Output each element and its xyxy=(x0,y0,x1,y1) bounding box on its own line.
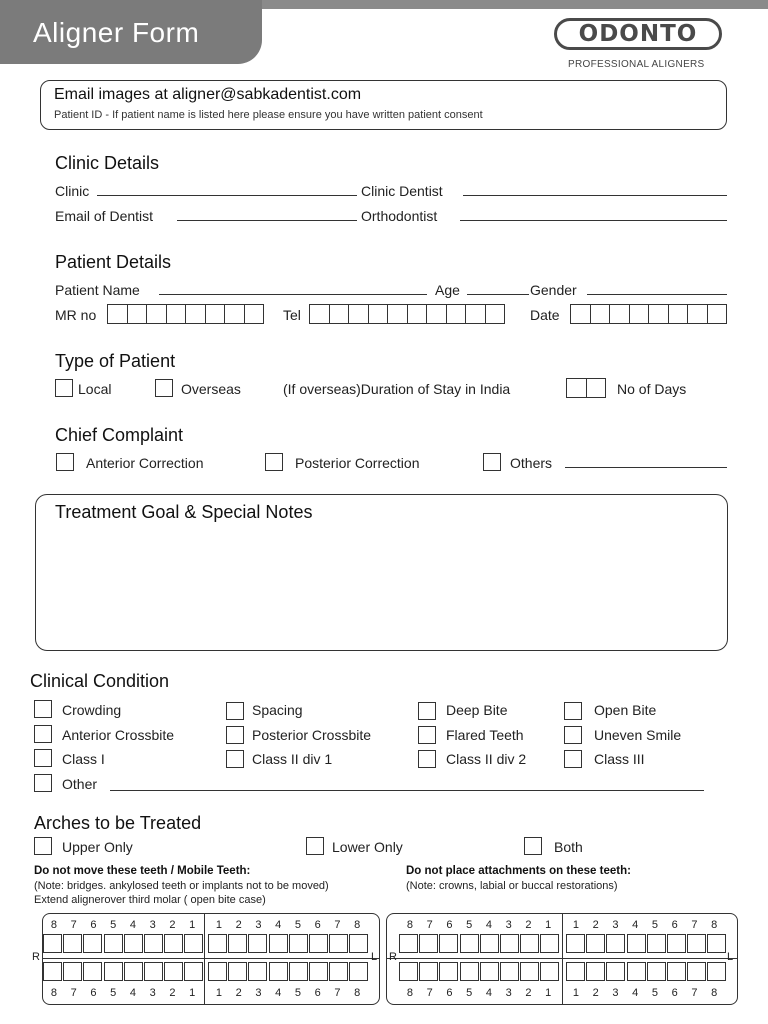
tooth-number: 4 xyxy=(632,919,639,931)
others-field[interactable] xyxy=(565,467,727,468)
digit-box[interactable] xyxy=(186,305,206,323)
tooth-box[interactable] xyxy=(269,962,288,981)
tooth-box[interactable] xyxy=(329,962,348,981)
tooth-number: 1 xyxy=(572,987,579,999)
digit-box[interactable] xyxy=(330,305,350,323)
tooth-box[interactable] xyxy=(419,962,438,981)
tooth-box[interactable] xyxy=(309,962,328,981)
class-iii-checkbox[interactable] xyxy=(564,750,582,768)
digit-box[interactable] xyxy=(591,305,611,323)
digit-box[interactable] xyxy=(206,305,226,323)
gender-field[interactable] xyxy=(587,294,727,295)
tooth-number: 5 xyxy=(294,987,301,999)
tooth-box[interactable] xyxy=(104,962,123,981)
local-checkbox[interactable] xyxy=(55,379,73,397)
tooth-number: 6 xyxy=(90,919,97,931)
tooth-box[interactable] xyxy=(144,962,163,981)
tel-label: Tel xyxy=(283,307,301,323)
digit-box[interactable] xyxy=(369,305,389,323)
tooth-box[interactable] xyxy=(43,962,62,981)
lower-right-numbers xyxy=(44,987,202,999)
upper-right-boxes[interactable] xyxy=(43,934,205,953)
clinic-field[interactable] xyxy=(97,195,357,196)
digit-box[interactable] xyxy=(427,305,447,323)
digit-box[interactable] xyxy=(349,305,369,323)
tooth-number: 4 xyxy=(129,987,136,999)
chart2-occlusal-line xyxy=(386,958,738,959)
patient-name-field[interactable] xyxy=(159,294,427,295)
upper-right-numbers xyxy=(44,919,202,931)
tooth-box[interactable] xyxy=(43,934,62,953)
tooth-number: 6 xyxy=(446,919,453,931)
posterior-crossbite-checkbox[interactable] xyxy=(226,726,244,744)
tooth-box[interactable] xyxy=(63,962,82,981)
mr-no-boxes[interactable] xyxy=(107,304,264,324)
tooth-box[interactable] xyxy=(248,934,267,953)
form-title: Aligner Form xyxy=(33,17,200,48)
digit-box[interactable] xyxy=(610,305,630,323)
class-i-label: Class I xyxy=(62,751,105,767)
anterior-correction-checkbox[interactable] xyxy=(56,453,74,471)
tooth-box[interactable] xyxy=(480,934,499,953)
posterior-correction-checkbox[interactable] xyxy=(265,453,283,471)
posterior-crossbite-label: Posterior Crossbite xyxy=(252,727,372,743)
tooth-box[interactable] xyxy=(586,962,605,981)
tooth-number: 4 xyxy=(129,919,136,931)
patient-name-label: Patient Name xyxy=(55,282,140,298)
tooth-number: 6 xyxy=(446,987,453,999)
chart-midline xyxy=(204,913,205,1005)
age-field[interactable] xyxy=(467,294,529,295)
chart2-upper-left-numbers xyxy=(566,919,724,931)
anterior-crossbite-label: Anterior Crossbite xyxy=(62,727,175,743)
digit-box[interactable] xyxy=(708,305,727,323)
tooth-box[interactable] xyxy=(439,962,458,981)
clinic-dentist-field[interactable] xyxy=(463,195,727,196)
tooth-box[interactable] xyxy=(228,962,247,981)
tooth-number: 7 xyxy=(426,919,433,931)
chart2-upper-left-boxes[interactable] xyxy=(566,934,728,953)
upper-only-label: Upper Only xyxy=(62,839,133,855)
tooth-box[interactable] xyxy=(399,962,418,981)
uneven-smile-label: Uneven Smile xyxy=(594,727,682,743)
uneven-smile-checkbox[interactable] xyxy=(564,726,582,744)
tooth-number: 6 xyxy=(671,987,678,999)
other-condition-field[interactable] xyxy=(110,790,704,791)
tooth-number: 6 xyxy=(314,987,321,999)
tooth-number: 2 xyxy=(169,919,176,931)
tooth-box[interactable] xyxy=(460,962,479,981)
tooth-box[interactable] xyxy=(419,934,438,953)
tooth-box[interactable] xyxy=(480,962,499,981)
tooth-number: 1 xyxy=(545,987,552,999)
deep-bite-checkbox[interactable] xyxy=(418,702,436,720)
orthodontist-field[interactable] xyxy=(460,220,727,221)
tooth-number: 7 xyxy=(70,987,77,999)
tooth-number: 4 xyxy=(485,987,492,999)
lower-only-checkbox[interactable] xyxy=(306,837,324,855)
tooth-box[interactable] xyxy=(184,934,203,953)
digit-box[interactable] xyxy=(466,305,486,323)
lower-left-boxes[interactable] xyxy=(208,962,370,981)
age-label: Age xyxy=(435,282,460,298)
chart2-midline xyxy=(562,913,563,1005)
tooth-box[interactable] xyxy=(606,962,625,981)
tooth-box[interactable] xyxy=(208,962,227,981)
tooth-box[interactable] xyxy=(500,934,519,953)
class-ii-div1-label: Class II div 1 xyxy=(252,751,333,767)
tooth-box[interactable] xyxy=(349,962,368,981)
lower-right-boxes[interactable] xyxy=(43,962,205,981)
class-ii-div2-label: Class II div 2 xyxy=(446,751,527,767)
tooth-box[interactable] xyxy=(83,934,102,953)
tooth-number: 2 xyxy=(525,987,532,999)
tooth-number: 3 xyxy=(612,919,619,931)
duration-label: (If overseas)Duration of Stay in India xyxy=(283,381,511,397)
do-not-attach-title: Do not place attachments on these teeth: xyxy=(406,865,631,877)
digit-box[interactable] xyxy=(388,305,408,323)
tooth-number: 5 xyxy=(294,919,301,931)
tooth-box[interactable] xyxy=(627,934,646,953)
tooth-box[interactable] xyxy=(184,962,203,981)
digit-box[interactable] xyxy=(688,305,708,323)
do-not-move-note: (Note: bridges. ankylosed teeth or implants not to be moved) xyxy=(34,880,329,892)
tooth-number: 7 xyxy=(334,919,341,931)
tooth-number: 3 xyxy=(255,987,262,999)
clinic-details-heading: Clinic Details xyxy=(55,153,160,173)
tooth-box[interactable] xyxy=(707,934,726,953)
chart2-lower-right-boxes[interactable] xyxy=(399,962,561,981)
tooth-number: 7 xyxy=(691,919,698,931)
clinical-condition-heading: Clinical Condition xyxy=(30,671,170,691)
tooth-box[interactable] xyxy=(228,934,247,953)
tooth-number: 3 xyxy=(149,987,156,999)
digit-box[interactable] xyxy=(128,305,148,323)
tooth-number: 8 xyxy=(50,987,57,999)
tooth-number: 4 xyxy=(485,919,492,931)
tooth-number: 8 xyxy=(354,919,361,931)
tooth-box[interactable] xyxy=(667,934,686,953)
chart2-upper-right-numbers xyxy=(400,919,558,931)
overseas-label: Overseas xyxy=(181,381,241,397)
extend-aligner-note: Extend alignerover third molar ( open bite case) xyxy=(34,894,266,906)
tooth-box[interactable] xyxy=(647,962,666,981)
tooth-box[interactable] xyxy=(627,962,646,981)
digit-box[interactable] xyxy=(245,305,264,323)
tooth-number: 1 xyxy=(215,987,222,999)
tooth-number: 8 xyxy=(711,919,718,931)
upper-only-checkbox[interactable] xyxy=(34,837,52,855)
local-label: Local xyxy=(78,381,112,397)
tooth-box[interactable] xyxy=(124,962,143,981)
tooth-number: 1 xyxy=(189,919,196,931)
chart2-r-label: R xyxy=(389,951,397,963)
chart-occlusal-line xyxy=(42,958,380,959)
email-instruction: Email images at aligner@sabkadentist.com xyxy=(54,86,362,103)
tooth-number: 3 xyxy=(505,987,512,999)
chart2-lower-right-numbers xyxy=(400,987,558,999)
logo-subtitle: PROFESSIONAL ALIGNERS xyxy=(568,59,705,70)
do-not-attach-note: (Note: crowns, labial or buccal restorations) xyxy=(406,880,618,892)
tooth-number: 7 xyxy=(426,987,433,999)
tooth-number: 3 xyxy=(505,919,512,931)
tooth-number: 7 xyxy=(691,987,698,999)
open-bite-checkbox[interactable] xyxy=(564,702,582,720)
chart-r-label: R xyxy=(32,951,40,963)
digit-box[interactable] xyxy=(108,305,128,323)
tooth-box[interactable] xyxy=(500,962,519,981)
digit-box[interactable] xyxy=(587,379,606,397)
tooth-box[interactable] xyxy=(144,934,163,953)
email-dentist-label: Email of Dentist xyxy=(55,208,154,224)
digit-box[interactable] xyxy=(447,305,467,323)
overseas-checkbox[interactable] xyxy=(155,379,173,397)
tooth-box[interactable] xyxy=(586,934,605,953)
posterior-correction-label: Posterior Correction xyxy=(295,455,420,471)
tooth-number: 2 xyxy=(525,919,532,931)
tooth-number: 8 xyxy=(406,987,413,999)
tooth-box[interactable] xyxy=(289,934,308,953)
digit-box[interactable] xyxy=(167,305,187,323)
both-label: Both xyxy=(554,839,583,855)
digit-box[interactable] xyxy=(571,305,591,323)
chart2-lower-left-boxes[interactable] xyxy=(566,962,728,981)
tel-boxes[interactable] xyxy=(309,304,505,324)
date-label: Date xyxy=(530,307,560,323)
tooth-box[interactable] xyxy=(349,934,368,953)
anterior-correction-label: Anterior Correction xyxy=(86,455,204,471)
tooth-number: 3 xyxy=(612,987,619,999)
date-boxes[interactable] xyxy=(570,304,727,324)
upper-left-numbers xyxy=(209,919,367,931)
digit-box[interactable] xyxy=(669,305,689,323)
tooth-number: 2 xyxy=(235,919,242,931)
tooth-number: 5 xyxy=(110,919,117,931)
tooth-number: 8 xyxy=(711,987,718,999)
tooth-number: 3 xyxy=(255,919,262,931)
spacing-label: Spacing xyxy=(252,702,303,718)
tooth-number: 5 xyxy=(466,919,473,931)
flared-teeth-checkbox[interactable] xyxy=(418,726,436,744)
tooth-number: 1 xyxy=(215,919,222,931)
treatment-goal-heading: Treatment Goal & Special Notes xyxy=(55,502,313,522)
digit-box[interactable] xyxy=(567,379,587,397)
chart2-lower-left-numbers xyxy=(566,987,724,999)
tooth-number: 2 xyxy=(235,987,242,999)
tooth-number: 8 xyxy=(50,919,57,931)
tooth-box[interactable] xyxy=(460,934,479,953)
tooth-number: 6 xyxy=(314,919,321,931)
spacing-checkbox[interactable] xyxy=(226,702,244,720)
tooth-box[interactable] xyxy=(687,962,706,981)
flared-teeth-label: Flared Teeth xyxy=(446,727,524,743)
class-iii-label: Class III xyxy=(594,751,645,767)
both-checkbox[interactable] xyxy=(524,837,542,855)
odonto-logo: ODONTO xyxy=(554,18,722,50)
class-i-checkbox[interactable] xyxy=(34,749,52,767)
tooth-box[interactable] xyxy=(520,934,539,953)
crowding-label: Crowding xyxy=(62,702,122,718)
other-condition-checkbox[interactable] xyxy=(34,774,52,792)
tooth-box[interactable] xyxy=(269,934,288,953)
patient-id-note: Patient ID - If patient name is listed here please ensure you have written patient consent xyxy=(54,109,483,121)
other-condition-label: Other xyxy=(62,776,98,792)
tooth-number: 8 xyxy=(406,919,413,931)
tooth-number: 8 xyxy=(354,987,361,999)
tooth-number: 2 xyxy=(592,919,599,931)
no-of-days-label: No of Days xyxy=(617,381,687,397)
open-bite-label: Open Bite xyxy=(594,702,657,718)
tooth-box[interactable] xyxy=(104,934,123,953)
digit-box[interactable] xyxy=(225,305,245,323)
email-dentist-field[interactable] xyxy=(177,220,357,221)
tooth-box[interactable] xyxy=(566,934,585,953)
tooth-box[interactable] xyxy=(520,962,539,981)
tooth-box[interactable] xyxy=(540,934,559,953)
tooth-box[interactable] xyxy=(83,962,102,981)
lower-only-label: Lower Only xyxy=(332,839,403,855)
tooth-box[interactable] xyxy=(439,934,458,953)
tooth-box[interactable] xyxy=(540,962,559,981)
patient-details-heading: Patient Details xyxy=(55,252,172,272)
digit-box[interactable] xyxy=(649,305,669,323)
digit-box[interactable] xyxy=(408,305,428,323)
tooth-number: 5 xyxy=(110,987,117,999)
chart2-upper-right-boxes[interactable] xyxy=(399,934,561,953)
digit-box[interactable] xyxy=(630,305,650,323)
tooth-box[interactable] xyxy=(606,934,625,953)
tooth-box[interactable] xyxy=(208,934,227,953)
tooth-number: 5 xyxy=(651,987,658,999)
others-label: Others xyxy=(510,455,553,471)
tooth-number: 4 xyxy=(632,987,639,999)
tooth-number: 6 xyxy=(90,987,97,999)
upper-left-boxes[interactable] xyxy=(208,934,370,953)
clinic-dentist-label: Clinic Dentist xyxy=(361,183,443,199)
gender-label: Gender xyxy=(530,282,577,298)
tooth-box[interactable] xyxy=(399,934,418,953)
tooth-number: 2 xyxy=(169,987,176,999)
tooth-box[interactable] xyxy=(63,934,82,953)
tooth-box[interactable] xyxy=(566,962,585,981)
tooth-box[interactable] xyxy=(329,934,348,953)
chart-l-label: L xyxy=(371,951,378,963)
tooth-number: 1 xyxy=(545,919,552,931)
do-not-move-title: Do not move these teeth / Mobile Teeth: xyxy=(34,865,251,877)
class-ii-div2-checkbox[interactable] xyxy=(418,750,436,768)
tooth-box[interactable] xyxy=(248,962,267,981)
tooth-number: 7 xyxy=(70,919,77,931)
class-ii-div1-checkbox[interactable] xyxy=(226,750,244,768)
others-checkbox[interactable] xyxy=(483,453,501,471)
deep-bite-label: Deep Bite xyxy=(446,702,508,718)
tooth-box[interactable] xyxy=(124,934,143,953)
tooth-number: 5 xyxy=(466,987,473,999)
digit-box[interactable] xyxy=(147,305,167,323)
tooth-box[interactable] xyxy=(289,962,308,981)
tooth-number: 2 xyxy=(592,987,599,999)
clinic-label: Clinic xyxy=(55,183,90,199)
tooth-box[interactable] xyxy=(707,962,726,981)
chief-complaint-heading: Chief Complaint xyxy=(55,425,184,445)
tooth-number: 4 xyxy=(275,987,282,999)
tooth-box[interactable] xyxy=(667,962,686,981)
orthodontist-label: Orthodontist xyxy=(361,208,438,224)
tooth-box[interactable] xyxy=(687,934,706,953)
tooth-number: 1 xyxy=(189,987,196,999)
tooth-number: 1 xyxy=(572,919,579,931)
anterior-crossbite-checkbox[interactable] xyxy=(34,725,52,743)
tooth-box[interactable] xyxy=(164,934,183,953)
lower-left-numbers xyxy=(209,987,367,999)
tooth-box[interactable] xyxy=(164,962,183,981)
tooth-number: 5 xyxy=(651,919,658,931)
crowding-checkbox[interactable] xyxy=(34,700,52,718)
type-of-patient-heading: Type of Patient xyxy=(55,351,176,371)
tooth-number: 3 xyxy=(149,919,156,931)
digit-box[interactable] xyxy=(486,305,505,323)
tooth-box[interactable] xyxy=(309,934,328,953)
tooth-number: 7 xyxy=(334,987,341,999)
tooth-box[interactable] xyxy=(647,934,666,953)
tooth-number: 4 xyxy=(275,919,282,931)
duration-boxes[interactable] xyxy=(566,378,606,398)
tooth-number: 6 xyxy=(671,919,678,931)
digit-box[interactable] xyxy=(310,305,330,323)
arches-heading: Arches to be Treated xyxy=(34,813,202,833)
chart2-l-label: L xyxy=(727,951,734,963)
mr-no-label: MR no xyxy=(55,307,97,323)
